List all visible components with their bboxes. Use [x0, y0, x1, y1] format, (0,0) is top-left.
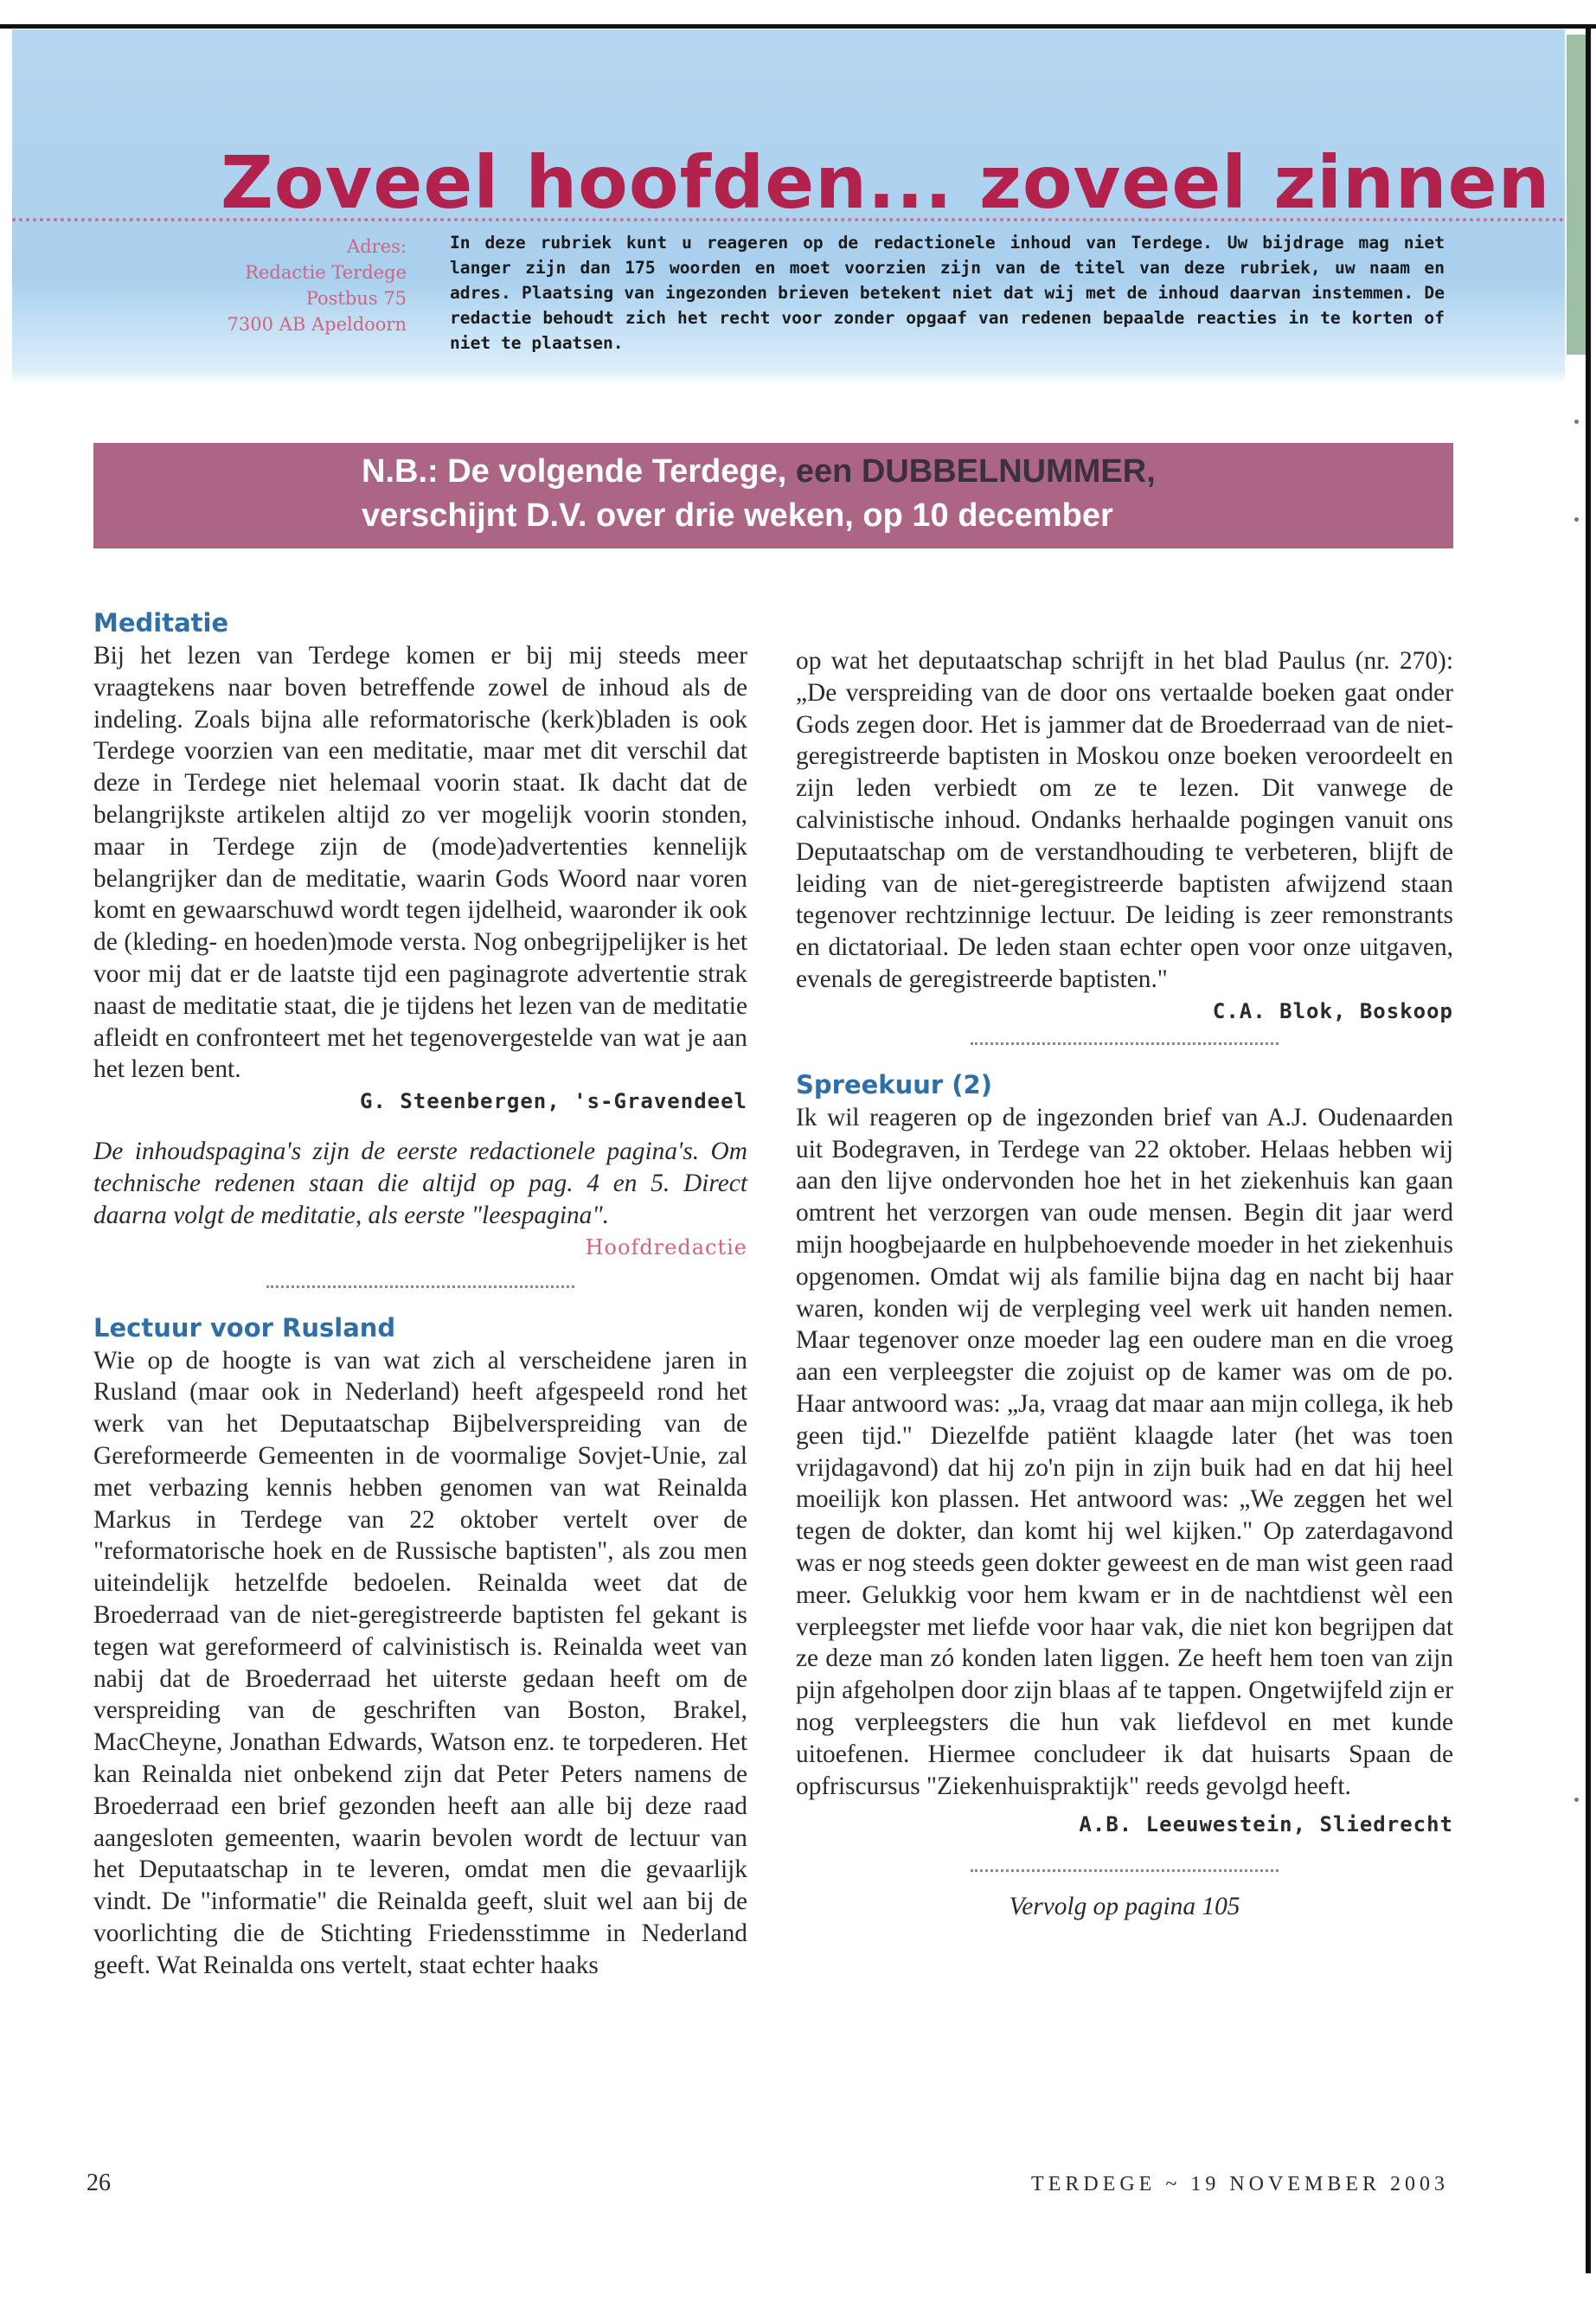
banner-line-1 [362, 453, 1156, 490]
page-title: Zoveel hoofden... zoveel zinnen [221, 140, 1551, 225]
header-dotted-rule [12, 218, 1565, 221]
heading-spreekuur: Spreekuur (2) [796, 1069, 992, 1099]
banner-text: N.B.: De volgende Terdege, [362, 453, 796, 490]
continued-note: Vervolg op pagina 105 [1009, 1893, 1240, 1921]
page-number: 26 [87, 2170, 111, 2196]
letter-body-lectuur-part2: op wat het deputaatschap schrijft in het blad Paulus (nr. 270): „De verspreiding van de door ons vertaalde boeken gaat onder Gods zegen door. Het is jammer dat de Broederraad van de niet-geregistreerde baptisten in Moskou onze boeken veroordeelt en zijn leden verbiedt om ze te lezen. Dit vanwege de calvinistische inhoud. Ondanks herhaalde pogingen vanuit ons Deputaatschap om de verstandhouding te verbeteren, blijft de leiding van de niet-geregistreerde baptisten afwijzend staan tegenover rechtzinnige lectuur. De leiding is zeer remonstrants en dictatoriaal. De leden staan echter open voor onze uitgaven, evenals de geregistreerde baptisten." [796, 647, 1453, 993]
address-line: Redactie Terdege [245, 262, 407, 283]
editorial-signature: Hoofdredactie [585, 1234, 747, 1259]
scan-speck [1574, 1798, 1579, 1802]
letter-body-meditatie: Bij het lezen van Terdege komen er bij mij steeds meer vraagtekens naar boven betreffende zowel de inhoud als de indeling. Zoals bijna alle reformatorische (kerk)bladen is ook Terdege voorzien van een meditatie, maar met dit verschil dat deze in Terdege niet helemaal voorin staat. Ik dacht dat de belangrijkste artikelen altijd zo ver mogelijk voorin stonden, maar in Terdege zijn de (mode)advertenties kennelijk belangrijker dan de meditatie, waarin Gods Woord naar voren komt en gewaarschuwd wordt tegen ijdelheid, waaronder ik ook de (kleding- en hoeden)mode versta. Nog onbegrijpelijker is het voor mij dat er de laatste tijd een paginagrote advertentie strak naast de meditatie staat, die je tijdens het lezen van de meditatie afleidt en confronteert met het tegenovergestelde van wat je aan het lezen bent. [93, 642, 747, 1084]
banner-highlight: een DUBBELNUMMER, [795, 453, 1156, 490]
page-edge-strip [1567, 35, 1586, 355]
banner-line-2: verschijnt D.V. over drie weken, op 10 december [362, 497, 1113, 534]
column-intro: In deze rubriek kunt u reageren op de redactionele inhoud van Terdege. Uw bijdrage mag niet langer zijn dan 175 woorden en moet voorzien zijn van de titel van deze rubriek, uw naam en adres. Plaatsing van ingezonden brieven betekent niet dat wij met de inhoud daarvan instemmen. De redactie behoudt zich het recht voor zonder opgaaf van redenen bepaalde reacties in te korten of niet te plaatsen. [450, 233, 1445, 353]
left-column [93, 606, 747, 1981]
scan-border-right [1586, 24, 1591, 2273]
scan-border-top [0, 24, 1596, 29]
address-line: Adres: [347, 236, 407, 257]
notice-banner [93, 443, 1453, 548]
heading-lectuur: Lectuur voor Rusland [93, 1312, 396, 1343]
letter-signature: A.B. Leeuwestein, Sliedrecht [1079, 1812, 1453, 1837]
letter-body-spreekuur: Ik wil reageren op de ingezonden brief van A.J. Oudenaarden uit Bodegraven, in Terdege van 22 oktober. Helaas hebben wij aan den lijve ondervonden hoe het in het ziekenhuis kan gaan omtrent het verzorgen van oude mensen. Begin dit jaar werd mijn hoogbejaarde en hulpbehoevende moeder in het ziekenhuis opgenomen. Omdat wij als familie bijna dag en nacht bij haar waren, konden wij de verpleging veel werk uit handen nemen. Maar tegenover onze moeder lag een oudere man en die vroeg aan een verpleegster die zojuist op de kamer was om de po. Haar antwoord was: „Ja, vraag dat maar aan mijn collega, ik heb geen tijd." Diezelfde patiënt klaagde later (het was toen vrijdagavond) dat hij zo'n pijn in zijn buik had en dat hij heel moeilijk kon plassen. Het antwoord was: „We zeggen het wel tegen de dokter, dan komt hij wel kijken." Op zaterdagavond was er nog steeds geen dokter geweest en de man wist geen raad meer. Gelukkig voor hem kwam er in de nachtdienst wèl een verpleegster met liefde voor haar vak, die niet kon begrijpen dat ze deze man zó konden laten liggen. Ze heeft hem toen van zijn pijn afgeholpen door zijn blaas af te tappen. Ongetwijfeld zijn er nog verpleegsters die hun vak liefdevol en met kunde uitoefenen. Hiermee concludeer ik dat huisarts Spaan de opfriscursus "Ziekenhuispraktijk" reeds gevolgd heeft. [796, 1103, 1453, 1800]
address-block [173, 234, 407, 337]
letter-signature: G. Steenbergen, 's-Gravendeel [359, 1089, 747, 1114]
address-line: Postbus 75 [305, 288, 407, 309]
heading-meditatie: Meditatie [93, 608, 229, 638]
editorial-reply: De inhoudspagina's zijn de eerste redactionele pagina's. Om technische redenen staan die altijd op pag. 4 en 5. Direct daarna volgt de meditatie, als eerste "leespagina". [93, 1138, 747, 1229]
letter-signature: C.A. Blok, Boskoop [1212, 998, 1453, 1023]
scan-speck [1574, 420, 1579, 424]
address-line: 7300 AB Apeldoorn [227, 314, 407, 335]
scan-speck [1574, 517, 1579, 522]
letter-body-lectuur-part1: Wie op de hoogte is van wat zich al verscheidene jaren in Rusland (maar ook in Nederland) heeft afgespeeld rond het werk van het Deputaatschap Bijbelverspreiding van de Gereformeerde Gemeenten in de voormalige Sovjet-Unie, zal met verbazing kennis hebben genomen van wat Reinalda Markus in Terdege van 22 oktober vertelt over de "reformatorische hoek en de Russische baptisten", als zou men uiteindelijk hetzelfde bedoelen. Reinalda weet dat de Broederraad van de niet-geregistreerde baptisten fel gekant is tegen wat gereformeerd of calvinistisch is. Reinalda weet van nabij dat de Broederraad het uiterste gedaan heeft om de verspreiding van de geschriften van Boston, Brakel, MacCheyne, Jonathan Edwards, Watson enz. te torpederen. Het kan Reinalda niet onbekend zijn dat Peter Peters namens de Broederraad een brief gezonden heeft aan alle bij deze raad aangesloten gemeenten, waarin bevolen wordt de lectuur van het Deputaatschap in te leveren, omdat men die gevaarlijk vindt. De "informatie" die Reinalda geeft, sluit wel aan bij de voorlichting die de Stichting Friedensstimme in Nederland geeft. Wat Reinalda ons vertelt, staat echter haaks [93, 1346, 747, 1979]
right-column [796, 645, 1453, 1923]
footer-masthead: TERDEGE ~ 19 NOVEMBER 2003 [1031, 2173, 1449, 2195]
